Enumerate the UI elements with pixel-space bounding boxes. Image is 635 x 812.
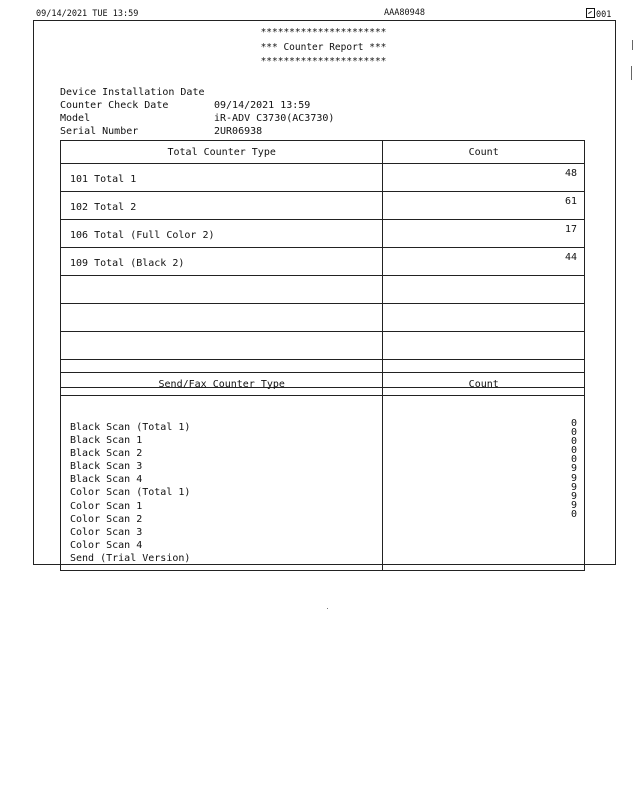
- counter-value: [383, 304, 585, 332]
- list-item-count: 0: [570, 508, 577, 520]
- scan-speck: [327, 608, 328, 609]
- list-item: Color Scan 3: [70, 526, 143, 538]
- fax-datetime: 09/14/2021 TUE 13:59: [36, 9, 139, 19]
- fax-page-icon: [586, 8, 595, 18]
- list-item: Color Scan 1: [70, 500, 143, 512]
- info-label: Device Installation Date: [60, 87, 205, 98]
- list-item-count: 9: [570, 499, 577, 511]
- fax-page-number: 001: [596, 10, 612, 20]
- counter-type: 102 Total 2: [61, 192, 383, 220]
- column-header-type: Send/Fax Counter Type: [61, 373, 383, 396]
- table-header-row: [61, 141, 585, 164]
- send-fax-type-list: [61, 396, 383, 571]
- counter-value: 48: [383, 164, 585, 192]
- send-fax-counter-table: [60, 372, 585, 571]
- list-item: Black Scan (Total 1): [70, 422, 191, 433]
- table-row: [61, 164, 585, 192]
- list-item: Send (Trial Version): [70, 552, 191, 564]
- counter-value: 61: [383, 192, 585, 220]
- send-fax-count-list: [383, 396, 585, 571]
- list-item-count: 9: [570, 490, 577, 502]
- table-row-empty: [61, 304, 585, 332]
- counter-type: [61, 304, 383, 332]
- fax-job-number: AAA80948: [384, 8, 425, 18]
- list-item-count: 0: [570, 436, 577, 448]
- title-stars-top: **********************: [260, 27, 387, 38]
- counter-type: 101 Total 1: [61, 164, 383, 192]
- list-item: Black Scan 1: [70, 435, 143, 447]
- info-label: Model: [60, 113, 91, 124]
- table-row-empty: [61, 276, 585, 304]
- info-value: 2UR06938: [214, 126, 263, 137]
- counter-type: [61, 332, 383, 360]
- list-item-count: 9: [570, 472, 577, 484]
- info-value: 09/14/2021 13:59: [214, 100, 311, 111]
- table-row-empty: [61, 332, 585, 360]
- counter-type: 106 Total (Full Color 2): [61, 220, 383, 248]
- table-header-row: [61, 373, 585, 396]
- counter-value: 17: [383, 220, 585, 248]
- table-row: [61, 248, 585, 276]
- list-item: Black Scan 4: [70, 474, 143, 486]
- list-item-count: 0: [570, 427, 577, 439]
- report-title: *** Counter Report ***: [260, 42, 387, 53]
- counter-value: [383, 276, 585, 304]
- title-stars-bottom: **********************: [260, 56, 387, 67]
- counter-type: 109 Total (Black 2): [61, 248, 383, 276]
- list-item: Black Scan 3: [70, 461, 143, 473]
- send-fax-list-row: [61, 396, 585, 571]
- list-item: Black Scan 2: [70, 448, 143, 460]
- column-header-count: Count: [383, 141, 585, 164]
- counter-value: 44: [383, 248, 585, 276]
- table-row: [61, 192, 585, 220]
- counter-type: [61, 276, 383, 304]
- info-label: Serial Number: [60, 126, 139, 137]
- column-header-type: Total Counter Type: [61, 141, 383, 164]
- list-item-count: 9: [570, 463, 577, 475]
- list-item-count: 0: [570, 418, 577, 429]
- column-header-count: Count: [383, 373, 585, 396]
- list-item: Color Scan 4: [70, 539, 143, 551]
- list-item: Color Scan (Total 1): [70, 487, 191, 499]
- counter-value: [383, 332, 585, 360]
- list-item-count: 0: [570, 445, 577, 457]
- list-item: Color Scan 2: [70, 513, 143, 525]
- table-row: [61, 220, 585, 248]
- fax-page-number-group: [586, 8, 611, 20]
- list-item-count: 9: [570, 481, 577, 493]
- info-value: iR-ADV C3730(AC3730): [214, 113, 335, 124]
- info-label: Counter Check Date: [60, 100, 169, 111]
- list-item-count: 0: [570, 454, 577, 466]
- scan-mark: [631, 66, 632, 80]
- total-counter-table: [60, 140, 585, 388]
